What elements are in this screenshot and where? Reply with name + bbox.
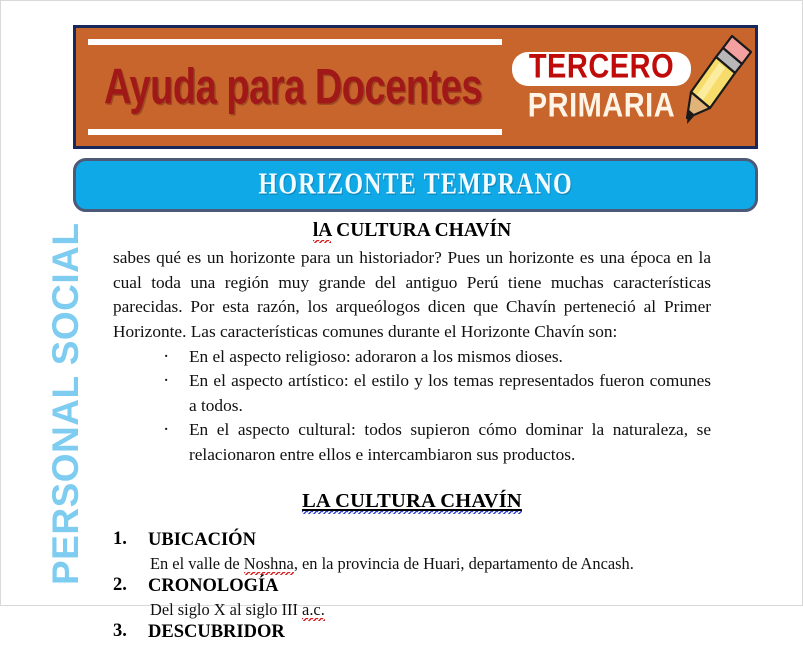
section-heading-2 (113, 489, 711, 515)
detail-description (148, 553, 711, 574)
detail-text-after: , en la provincia de Huari, departamento de Ancash. (293, 553, 634, 573)
grade-badge (512, 48, 691, 87)
pencil-icon (685, 30, 757, 148)
list-item (113, 575, 711, 620)
subject-vertical-label: PERSONAL SOCIAL (45, 222, 86, 585)
header-banner (73, 25, 758, 149)
detail-title: UBICACIÓN (148, 529, 256, 550)
list-item: · En el aspecto religioso: adoraron a los mismos dioses. (161, 345, 711, 370)
document-body (113, 219, 711, 646)
level-label: PRIMARIA (527, 87, 676, 125)
detail-title: DESCUBRIDOR (148, 621, 285, 642)
detail-text-before: En el valle de (150, 553, 244, 573)
banner-rule-bottom (88, 129, 502, 135)
list-item (113, 621, 711, 645)
culture-details-list (113, 529, 711, 645)
grade-badge-label: TERCERO (528, 48, 675, 87)
banner-grade-area (506, 28, 755, 146)
banner-rule-top (88, 39, 502, 45)
detail-text-before: Del siglo X al siglo III (150, 599, 303, 619)
banner-brand-area (76, 28, 506, 146)
list-item: · En el aspecto cultural: todos supieron cómo dominar la naturaleza, se relacionaron entre ellos e intercambiaron sus productos. (161, 418, 711, 467)
lesson-title-bar (73, 158, 758, 212)
detail-title: CRONOLOGÍA (148, 575, 279, 596)
heading-1-rest: CULTURA CHAVÍN (331, 220, 512, 241)
detail-misspelled-word: Noshna (243, 553, 294, 573)
list-item: · En el aspecto artístico: el estilo y los temas representados fueron comunes a todos. (161, 369, 711, 418)
heading-2-text: LA CULTURA CHAVÍN (302, 490, 522, 513)
list-item (113, 529, 711, 574)
intro-paragraph: sabes qué es un horizonte para un historiador? Pues un horizonte es una época en la cual toda una región muy grande del antiguo Perú tiene muchas características parecidas. Por esta razón, los arqueólogos dicen que Chavín perteneció al Primer Horizonte. Las características comunes durante el Horizonte Chavín son: (113, 248, 711, 342)
detail-description (148, 599, 711, 620)
characteristics-list (113, 345, 711, 468)
detail-misspelled-word: a.c. (302, 599, 325, 619)
section-heading-1 (113, 219, 711, 243)
brand-title: Ayuda para Docentes (103, 59, 483, 115)
lesson-title: HORIZONTE TEMPRANO (258, 167, 573, 201)
heading-1-prefix: lA (312, 220, 332, 241)
